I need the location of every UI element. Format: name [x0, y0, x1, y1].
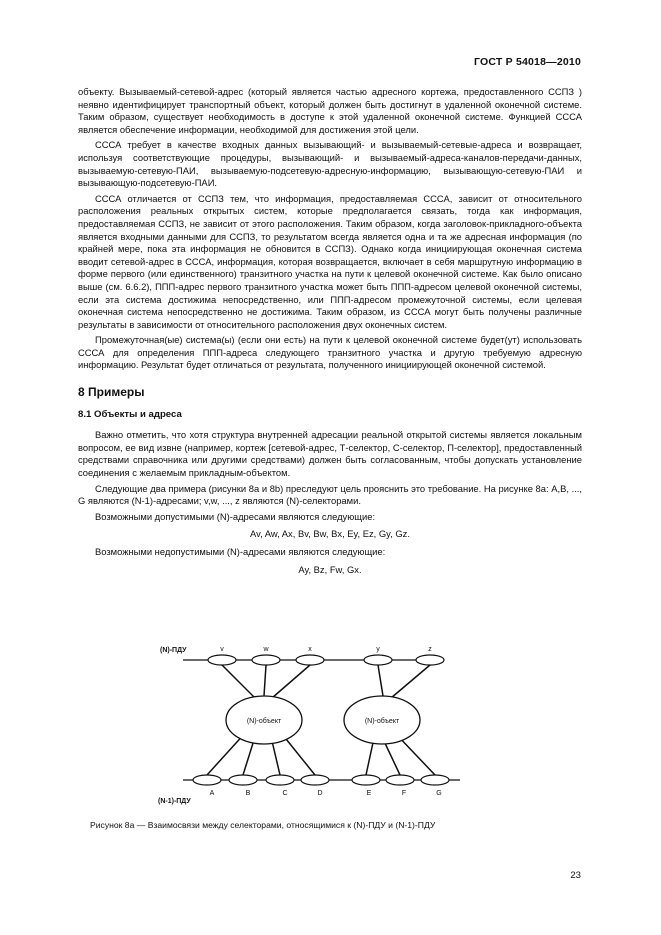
- address-g: [421, 775, 449, 785]
- address-b: [229, 775, 257, 785]
- valid-addresses: Av, Aw, Ax, Bv, Bw, Bx, Ey, Ez, Gy, Gz.: [250, 528, 410, 540]
- selector-x: [296, 655, 324, 665]
- selector-label: w: [263, 646, 269, 653]
- subsection-title: 8.1 Объекты и адреса: [78, 408, 182, 420]
- figure-diagram: [150, 638, 470, 810]
- entity-label-right: (N)-объект: [364, 718, 400, 725]
- address-label: G: [436, 790, 442, 797]
- selector-w: [252, 655, 280, 665]
- address-f: [386, 775, 414, 785]
- selector-label: x: [308, 646, 312, 653]
- paragraph: Возможными недопустимыми (N)-адресами являются следующие:: [95, 546, 386, 557]
- figure-caption: Рисунок 8а — Взаимосвязи между селекторами, относящимися к (N)-ПДУ и (N-1)-ПДУ: [90, 820, 436, 830]
- lower-pdu-label: (N-1)-ПДУ: [158, 798, 191, 805]
- entity-label-left: (N)-объект: [246, 718, 282, 725]
- address-c: [266, 775, 294, 785]
- document-code: ГОСТ Р 54018—2010: [473, 56, 581, 68]
- selector-y: [364, 655, 392, 665]
- selector-v: [208, 655, 236, 665]
- address-d: [301, 775, 329, 785]
- figure-8a: [150, 638, 470, 810]
- address-label: C: [282, 790, 288, 797]
- address-label: A: [209, 790, 215, 797]
- selector-label: z: [428, 646, 432, 653]
- page-body: [78, 86, 582, 581]
- address-a: [193, 775, 221, 785]
- paragraph: Промежуточная(ые) система(ы) (если они есть) на пути к целевой оконечной системе будет(ут) использовать СССА для определения ППП-адреса следующего транзитного участка и другую требуемую адресную информацию. Результат будет отличаться от результата, полученного инициирующей оконечной системой.: [78, 334, 582, 371]
- selector-label: y: [376, 646, 380, 653]
- selector-label: v: [220, 646, 224, 653]
- address-label: B: [245, 790, 251, 797]
- paragraph: СССА отличается от ССПЗ тем, что информация, предоставляемая СССА, зависит от относительного расположения реальных открытых систем, которые предполагается связать, тогда как информация, предоставляемая ССПЗ, не зависит от этого расположения. Таким образом, когда заголовок-прикладного-объекта является входными данными для ССПЗ, то результатом всегда является одна и та же адресная информация (по крайней мере, пока эта информация не обновится в ССПЗ). Однако когда инициирующая оконечная система вводит сетевой-адрес в СССА, информация, которая возвращается, включает в себя маршрутную информацию в форме первого (или единственного) транзитного участка на пути к целевой оконечной системе. Как было описано выше (см. 6.6.2), ППП-адрес первого транзитного участка может быть ППП-адресом целевой оконечной системы, если эта система достижима непосредственно, или ППП-адресом промежуточной системы, если целевая оконечная система непосредственно не достижима. Таким образом, из СССА могут быть получены различные результаты в зависимости от относительного расположения двух оконечных систем.: [78, 192, 582, 330]
- selector-z: [416, 655, 444, 665]
- address-e: [352, 775, 380, 785]
- paragraph: объекту. Вызываемый-сетевой-адрес (который является частью адресного кортежа, предоставленного ССПЗ ) неявно идентифицирует транспортный объект, который должен быть достигнут в удаленной оконечной системе. Таким образом, существует необходимость в доступе к этой удаленной оконечной системе. Функцией СССА является обеспечение информации, необходимой для достижения этой цели.: [78, 86, 582, 135]
- paragraph: Возможными допустимыми (N)-адресами являются следующие:: [95, 510, 376, 522]
- page-number: 23: [570, 870, 581, 881]
- section-title: 8 Примеры: [78, 385, 145, 400]
- address-label: E: [366, 790, 372, 797]
- paragraph: СССА требует в качестве входных данных вызывающий- и вызываемый-сетевые-адреса и возвращает, используя соответствующие процедуры, вызывающий- и вызываемый-адреса-каналов-передачи-данных, вызываемую-сетевую-ПАИ, вызываемую-подсетевую-адресную-информацию, вызывающую-сетевую-ПАИ и вызывающую-подсетевую-ПАИ.: [78, 139, 582, 189]
- paragraph: Важно отметить, что хотя структура внутренней адресации реальной открытой системы является локальным вопросом, ее вид извне (например, кортеж [сетевой-адрес, Т-селектор, С-селектор, П-селектор], предоставленный средствами справочника или другими средствами) должен быть согласованным, чтобы допускать установление соединения с желаемым прикладным-объектом.: [78, 429, 582, 479]
- upper-pdu-label: (N)-ПДУ: [160, 647, 187, 654]
- invalid-addresses: Ay, Bz, Fw, Gx.: [298, 563, 362, 575]
- address-label: F: [401, 790, 407, 797]
- paragraph: Следующие два примера (рисунки 8а и 8b) преследуют цель прояснить это требование. На рисунке 8а: A,B, ..., G являются (N-1)-адресами; v,w, ..., z являются (N)-селекторами.: [78, 482, 582, 507]
- address-label: D: [317, 790, 323, 797]
